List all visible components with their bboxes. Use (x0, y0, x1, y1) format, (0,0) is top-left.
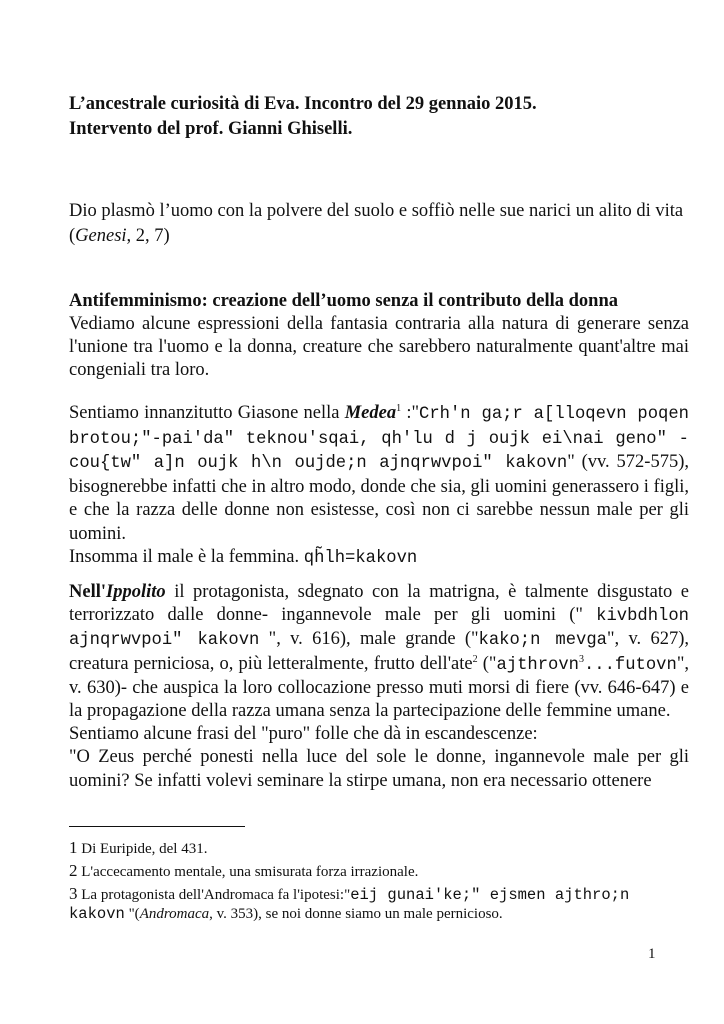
greek-conclusion: qh̃lh=kakovn (303, 549, 418, 568)
ippolito-paragraph (69, 581, 689, 723)
footnote-number: 2 (69, 861, 78, 880)
document-title (69, 92, 689, 142)
footnote-ref-2[interactable]: 2 (472, 653, 478, 665)
footnote-ref-1[interactable]: 1 (396, 402, 402, 414)
section-medea (69, 402, 689, 571)
footnote-2 (69, 861, 689, 882)
medea-conclusion (69, 546, 689, 571)
section-ippolito (69, 581, 689, 793)
medea-commentary: " (vv. 572-575), bisognerebbe infatti che in altro modo, donde che sia, gli uomini generassero i figli, e che la razza delle donne non esistesse, così non ci sarebbe nessun male per gli uomini. (69, 452, 689, 544)
footnote-text-c: , v. 353), se noi donne siamo un male pernicioso. (209, 906, 503, 922)
medea-paragraph (69, 402, 689, 546)
greek-futon: ...futovn (583, 655, 677, 675)
epigraph-source: Genesi (75, 226, 127, 246)
medea-work-title: Medea (344, 403, 397, 423)
ippolito-lead: Nell' (69, 582, 106, 602)
ippolito-work-title: Ippolito (106, 582, 166, 602)
section-antifemminismo (69, 290, 689, 382)
section-heading: Antifemminismo: creazione dell’uomo senza il contributo della donna (69, 291, 618, 311)
conclusion-text: Insomma il male è la femmina. (69, 547, 304, 567)
ippolito-quote: "O Zeus perché ponesti nella luce del sole le donne, ingannevole male per gli uomini? Se infatti volevi seminare la stirpe umana, non era necessario ottenere (69, 747, 689, 791)
ippolito-text-1: il protagonista, sdegnato con la matrigna, è talmente disgustato e terrorizzato dalle donne- ingannevole male per gli uomini (" (69, 582, 689, 626)
footnote-number: 1 (69, 838, 78, 857)
greek-kivbdhlon: kivbdhlon ajnqrwvpoi" kakovn (69, 607, 689, 651)
greek-quote-medea: Crh'n ga;r a[lloqevn poqen brotou;"-pai'da" teknou'sqai, qh'lu d j oujk ei\nai geno" - cou{tw" a]n oujk h\n oujde;n ajnqrwvpoi" kakovn (69, 405, 689, 473)
footnote-3 (69, 884, 689, 924)
footnote-work: Andromaca (139, 906, 210, 922)
title-line-2: Intervento del prof. Gianni Ghiselli. (69, 119, 353, 139)
ippolito-text-4: (" (477, 653, 497, 674)
epigraph-text: Dio plasmò l’uomo con la polvere del suolo e soffiò nelle sue narici un alito di vita ( (69, 201, 684, 246)
footnote-text-b: "( (124, 906, 140, 922)
footnote-text: La protagonista dell'Andromaca fa l'ipotesi:" (77, 887, 351, 903)
greek-footnote: eij gunai'ke;" ejsmen ajthro;n kakovn (69, 886, 630, 923)
footnote-text: L'accecamento mentale, una smisurata forza irrazionale. (77, 864, 419, 880)
footnote-text: Di Euripide, del 431. (77, 841, 208, 857)
ippolito-text-5: ", v. 630)- che auspica la loro collocazione presso muti morsi di fiere (vv. 646-647) e la propagazione della razza umana senza la partecipazione delle femmine umane. (69, 653, 689, 722)
medea-intro: Sentiamo innanzitutto Giasone nella (69, 403, 345, 423)
medea-colon: :" (401, 403, 420, 423)
title-line-1: L’ancestrale curiosità di Eva. Incontro del 29 gennaio 2015. (69, 94, 537, 114)
greek-kakon-mega: kako;n mevga (478, 631, 607, 651)
footnote-separator (69, 826, 245, 827)
footnote-ref-3[interactable]: 3 (578, 653, 584, 665)
greek-atheron: ajthrovn (496, 655, 579, 675)
footnote-number: 3 (69, 884, 78, 903)
section-body: Vediamo alcune espressioni della fantasia contraria alla natura di generare senza l'unione tra l'uomo e la donna, creature che sarebbero naturalmente quant'altre mai congeniali tra loro. (69, 314, 689, 380)
ippolito-text-2: ", v. 616), male grande (" (259, 629, 479, 650)
epigraph (69, 199, 689, 249)
footnote-1 (69, 838, 689, 859)
epigraph-citation: , 2, 7) (126, 226, 170, 246)
page-number: 1 (648, 946, 656, 962)
ippolito-puro-line: Sentiamo alcune frasi del "puro" folle che dà in escandescenze: (69, 724, 538, 745)
ippolito-text-3: ", v. 627), creatura perniciosa, o, più letteralmente, frutto dell'ate (69, 629, 689, 674)
